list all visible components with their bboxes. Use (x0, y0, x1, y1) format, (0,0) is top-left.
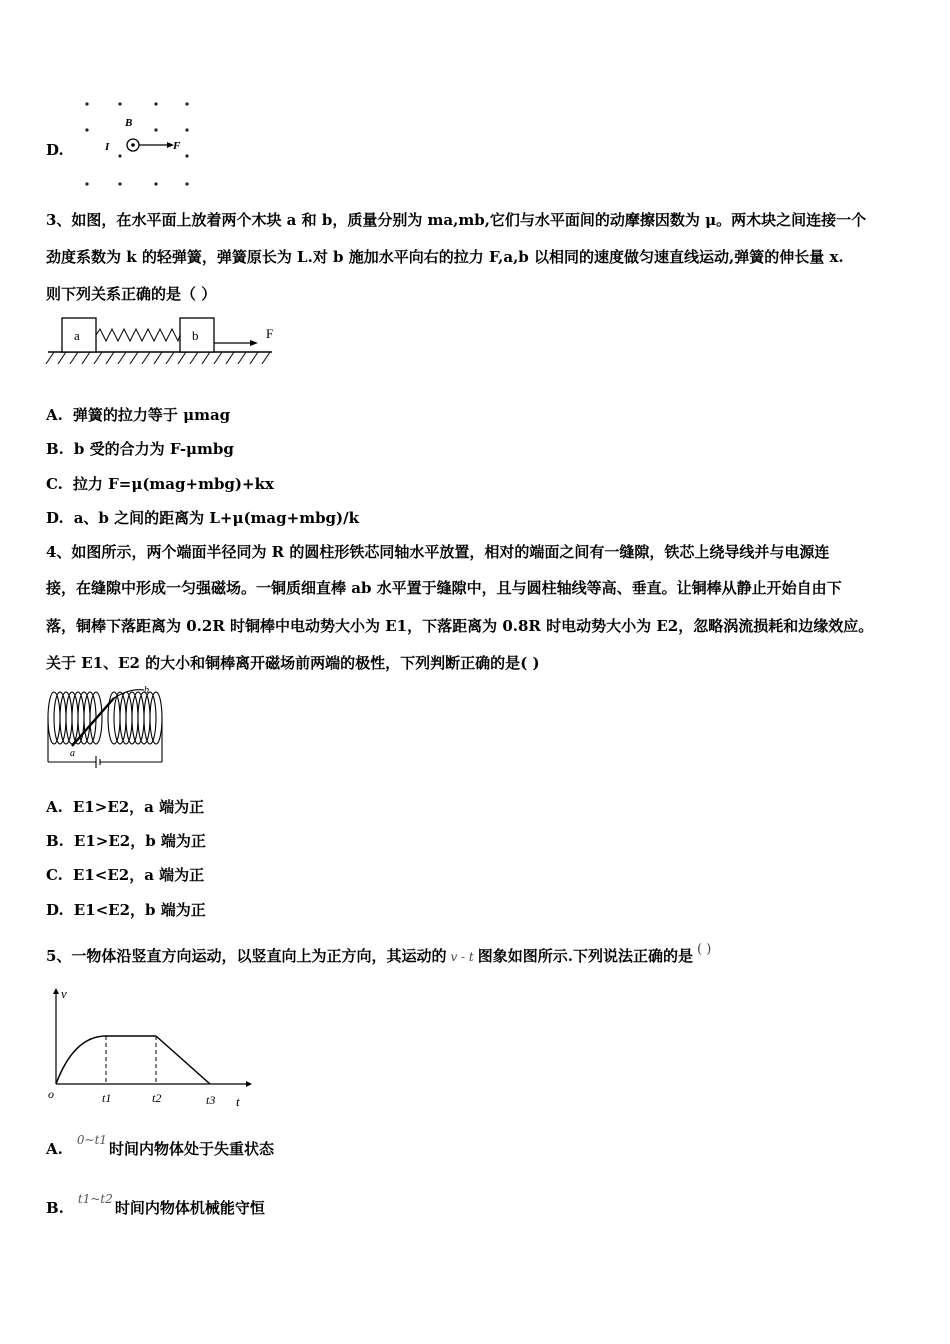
force-f-label: F (266, 326, 274, 341)
q4-option-a (46, 796, 204, 817)
q2-option-d (46, 141, 64, 159)
tick-label-t1: t1 (102, 1091, 112, 1105)
q4-stem-line-2: 接，在缝隙中形成一匀强磁场。一铜质细直棒 ab 水平置于缝隙中，且与圆柱轴线等高、垂直。让铜棒从静止开始自由下 (46, 579, 842, 597)
option-time-range: t1~t2 (77, 1192, 113, 1206)
q5-vt-formula: v - t (450, 950, 474, 964)
q4-stem-line-3: 落，铜棒下落距离为 0.2R 时铜棒中电动势大小为 E1，下落距离为 0.8R 时电动势大小为 E2，忽略涡流损耗和边缘效应。 (46, 617, 874, 635)
q4-stem-line-4: 关于 E1、E2 的大小和铜棒离开磁场前两端的极性，下列判断正确的是( ) (46, 654, 540, 672)
q5-option-a (46, 1133, 275, 1159)
q3-stem-line-1: 3、如图，在水平面上放着两个木块 a 和 b，质量分别为 ma,mb,它们与水平面间的动摩擦因数为 μ。两木块之间连接一个 (46, 211, 867, 229)
velocity-time-graph (44, 986, 254, 1112)
option-time-range: 0~t1 (76, 1133, 108, 1147)
option-text: E1<E2，b 端为正 (73, 901, 206, 919)
tick-label-t3: t3 (206, 1093, 216, 1107)
iron-core-coil-figure (44, 684, 174, 776)
q4-option-b (46, 830, 206, 851)
q4-option-d (46, 899, 206, 920)
q3-option-a (46, 404, 230, 425)
rod-end-b-label: b (144, 685, 149, 696)
option-text: E1>E2，a 端为正 (72, 798, 205, 816)
option-text: E1<E2，a 端为正 (72, 866, 205, 884)
q3-stem-line-3: 则下列关系正确的是（ ） (46, 285, 217, 303)
field-label-b: B (125, 117, 133, 129)
option-text: 拉力 F=μ(mag+mbg)+kx (72, 475, 274, 493)
q5-stem-line-1 (46, 942, 712, 966)
option-label: D. (46, 509, 64, 527)
block-b-label: b (192, 328, 199, 343)
option-label: B. (46, 832, 64, 850)
magnetic-field-figure (75, 96, 200, 191)
option-label: A. (46, 406, 63, 424)
option-label: D. (46, 141, 64, 159)
option-text: 时间内物体处于失重状态 (109, 1140, 275, 1158)
option-label: D. (46, 901, 64, 919)
option-label: C. (46, 866, 63, 884)
q4-stem-line-1: 4、如图所示，两个端面半径同为 R 的圆柱形铁芯同轴水平放置，相对的端面之间有一缝隙，铁芯上绕导线并与电源连 (46, 543, 830, 561)
q5-option-b (46, 1192, 265, 1218)
axis-label-v: v (61, 986, 67, 1001)
origin-label: o (48, 1087, 54, 1101)
spring-blocks-figure (44, 310, 284, 370)
axis-label-t: t (236, 1094, 240, 1109)
block-a-label: a (74, 328, 80, 343)
option-label: A. (46, 798, 63, 816)
q3-option-b (46, 438, 234, 459)
q3-option-c (46, 473, 274, 494)
force-label-f: F (173, 140, 181, 152)
option-text: E1>E2，b 端为正 (73, 832, 206, 850)
option-label: B. (46, 1199, 64, 1217)
option-label: A. (46, 1140, 63, 1158)
q4-option-c (46, 864, 204, 885)
q3-stem-line-2: 劲度系数为 k 的轻弹簧，弹簧原长为 L.对 b 施加水平向右的拉力 F,a,b 以相同的速度做匀速直线运动,弹簧的伸长量 x. (46, 248, 844, 266)
tick-label-t2: t2 (152, 1091, 162, 1105)
q5-stem-part-2: 图象如图所示.下列说法正确的是 (477, 947, 693, 965)
option-text: a、b 之间的距离为 L+μ(mag+mbg)/k (73, 509, 360, 527)
option-text: 时间内物体机械能守恒 (114, 1199, 265, 1217)
rod-end-a-label: a (70, 748, 75, 759)
option-label: C. (46, 475, 63, 493)
q3-option-d (46, 507, 359, 528)
option-text: 弹簧的拉力等于 μmag (72, 406, 231, 424)
current-label-i: I (105, 141, 110, 153)
q5-answer-paren: ( ) (696, 942, 712, 957)
option-label: B. (46, 440, 64, 458)
q5-stem-part-1: 5、一物体沿竖直方向运动，以竖直向上为正方向，其运动的 (46, 947, 447, 965)
option-text: b 受的合力为 F-μmbg (73, 440, 234, 458)
